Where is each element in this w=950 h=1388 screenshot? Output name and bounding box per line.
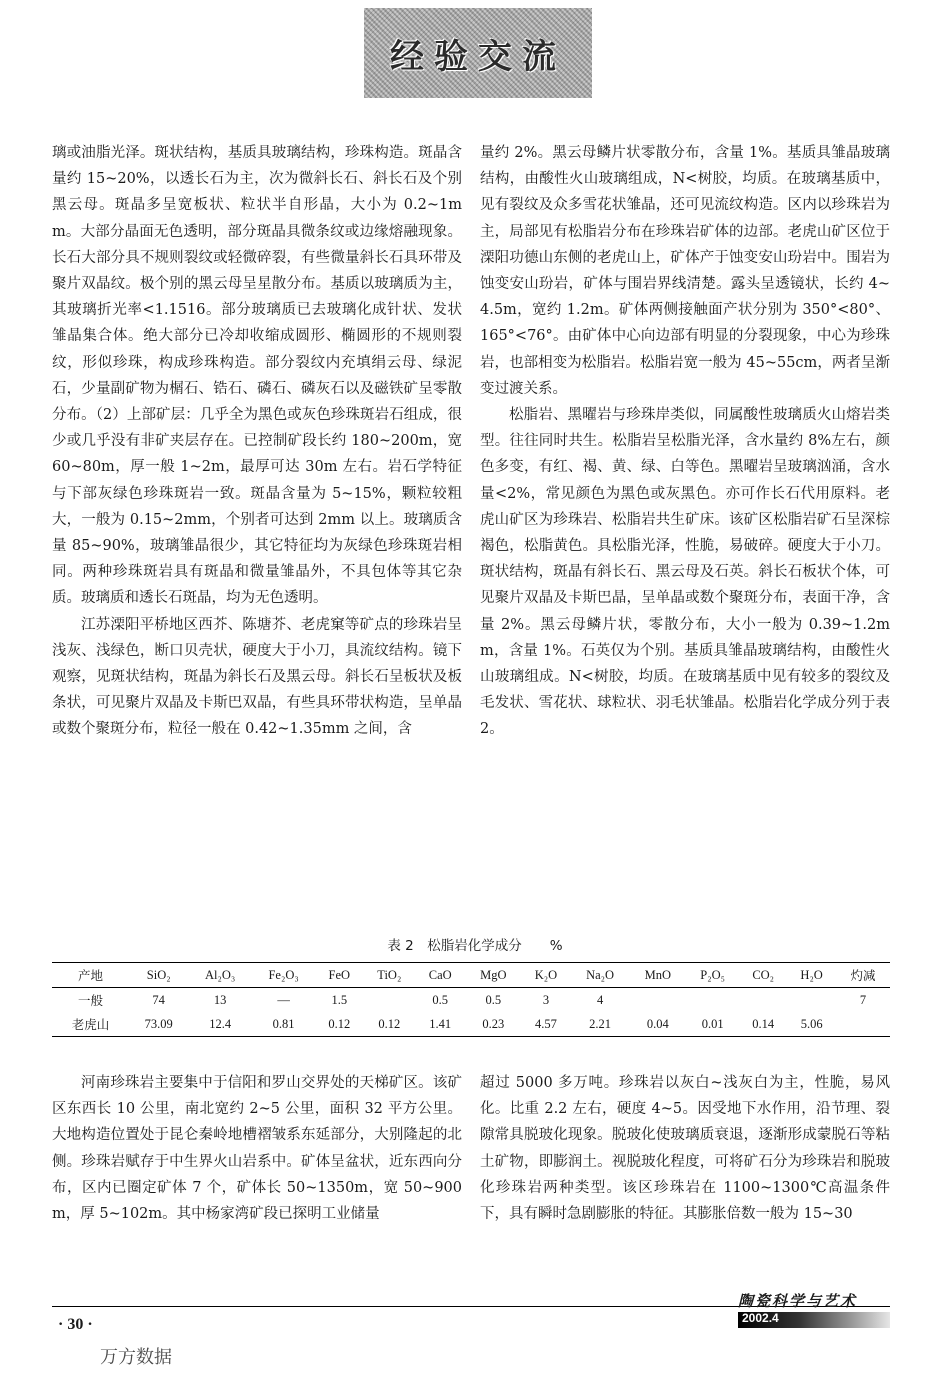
table-header-cell: 灼减	[850, 969, 876, 983]
issue-number: 2002.4	[742, 1311, 779, 1325]
paragraph: 江苏溧阳平桥地区西芥、陈塘芥、老虎窠等矿点的珍珠岩呈浅灰、浅绿色，断口贝壳状，硬度大于小刀，具流纹结构。镜下观察，见斑状结构，斑晶为斜长石及黑云母。斜长石呈板状及板条状，可见聚片双晶及卡斯巴双晶，有些具环带状构造，呈单晶或数个聚斑分布，粒径一般在 0.42~1.35mm 之间，含	[52, 616, 462, 738]
table-cell: 1.41	[429, 1016, 452, 1031]
text-column-left	[52, 140, 462, 743]
paragraph: 量约 2%。黑云母鳞片状零散分布，含量 1%。基质具雏晶玻璃结构，由酸性火山玻璃组成，N<树胶，均质。在玻璃基质中，见有裂纹及众多雪花状雏晶，还可见流纹构造。区内以珍珠岩为主，局部见有松脂岩分布在珍珠岩矿体的边部。老虎山矿区位于溧阳功德山东侧的老虎山上，矿体产于蚀变安山玢岩中。围岩为蚀变安山玢岩，矿体与围岩界线清楚。露头呈透镜状，长约 4~4.5m，宽约 1.2m。矿体两侧接触面产状分别为 350°<80°、165°<76°。由矿体中心向边部有明显的分裂现象，中心为珍珠岩，也部相变为松脂岩。松脂岩宽一般为 45~55cm，两者呈渐变过渡关系。	[480, 145, 890, 397]
table-cell	[787, 988, 836, 1013]
table-caption	[0, 934, 950, 954]
table-cell: 4	[596, 992, 604, 1007]
watermark: 万方数据	[100, 1347, 172, 1368]
table-header-cell: SiO₂	[146, 967, 171, 982]
table-cell: 0.23	[482, 1016, 505, 1031]
table-cell: 4.57	[535, 1016, 557, 1031]
table-header-row	[52, 963, 890, 988]
page-number: · 30 ·	[58, 1316, 93, 1333]
table-body	[52, 988, 890, 1037]
table-cell: —	[277, 992, 290, 1007]
section-title: 经验交流	[390, 36, 566, 77]
table-unit: %	[549, 938, 563, 954]
paragraph: 松脂岩、黑曜岩与珍珠岸类似，同属酸性玻璃质火山熔岩类型。往往同时共生。松脂岩呈松脂光泽，含水量约 8%左右，颜色多变，有红、褐、黄、绿、白等色。黑曜岩呈玻璃汹涌，含水量<2%，常见颜色为黑色或灰黑色。亦可作长石代用原料。老虎山矿区为珍珠岩、松脂岩共生矿床。该矿区松脂岩矿石呈深棕褐色，松脂黄色。具松脂光泽，性脆，易破碎。硬度大于小刀。斑状结构，斑晶有斜长石、黑云母及石英。斜长石板状个体，可见聚片双晶及卡斯巴晶，呈单晶或数个聚斑分布，表面干净，含量 2%。黑云母鳞片状，零散分布，大小一般为 0.39~1.2mm，含量 1%。石英仅为个别。基质具雏晶玻璃结构，由酸性火山玻璃组成。N<树胶，均质。在玻璃基质中见有较多的裂纹及毛发状、雪花状、球粒状、羽毛状雏晶。松脂岩化学成分列于表 2。	[480, 407, 890, 738]
table-cell: 7	[859, 992, 867, 1007]
paragraph: 河南珍珠岩主要集中于信阳和罗山交界处的天梯矿区。该矿区东西长 10 公里，南北宽约 2~5 公里，面积 32 平方公里。大地构造位置处于昆仑秦岭地槽褶皱系东延部分，大别隆起的北侧。珍珠岩赋存于中生界火山岩系中。矿体呈盆状，近东西向分布，区内已圈定矿体 7 个，矿体长 50~1350m，宽 50~900m，厚 5~102m。其中杨家湾矿段已探明工业储量	[52, 1075, 462, 1223]
table-cell: 0.01	[701, 1016, 724, 1031]
table-row	[52, 1012, 890, 1037]
table-cell: 0.5	[432, 992, 449, 1007]
table-header-cell: K₂O	[534, 967, 558, 982]
table-header-cell: TiO₂	[377, 967, 402, 982]
table-row	[52, 988, 890, 1013]
chemical-composition-table	[52, 962, 890, 1037]
table-cell: 3	[542, 992, 550, 1007]
table-caption-text: 表 2 松脂岩化学成分	[387, 938, 522, 954]
journal-name: 陶瓷科学与艺术	[738, 1292, 858, 1310]
text-column-bottom-left	[52, 1070, 462, 1227]
table-header-cell: Fe₂O₃	[268, 967, 299, 982]
table-header-cell: 产地	[77, 969, 103, 983]
table-header-cell: Na₂O	[586, 967, 615, 982]
text-column-right	[480, 140, 890, 743]
table-header-cell: FeO	[328, 967, 351, 982]
table-cell	[630, 988, 686, 1013]
table-header-cell: CO₂	[752, 967, 775, 982]
table-header-cell: P₂O₅	[700, 967, 725, 982]
table-cell: 74	[152, 992, 165, 1007]
table-cell	[739, 988, 787, 1013]
table-cell: 0.14	[752, 1016, 775, 1031]
table-cell: 0.5	[485, 992, 502, 1007]
table-cell: 13	[213, 992, 227, 1007]
table-header-cell: MnO	[644, 967, 672, 982]
table-cell: 0.81	[272, 1016, 295, 1031]
table-cell: 1.5	[331, 992, 348, 1007]
table-cell: 0.12	[378, 1016, 401, 1031]
table-header-cell: H₂O	[800, 967, 823, 982]
section-title-banner	[364, 8, 592, 98]
table-cell	[686, 988, 739, 1013]
table-cell: 0.04	[646, 1016, 669, 1031]
table-cell: 73.09	[144, 1016, 173, 1031]
issue-bar	[738, 1312, 890, 1328]
text-column-bottom-right	[480, 1070, 890, 1227]
table-header-cell: MgO	[480, 967, 507, 982]
table-cell: 一般	[77, 994, 103, 1008]
paragraph: 超过 5000 多万吨。珍珠岩以灰白~浅灰白为主，性脆，易风化。比重 2.2 左右，硬度 4~5。因受地下水作用，沿节理、裂隙常具脱玻化现象。脱玻化使玻璃质衰退，逐渐形成蒙脱石等粘土矿物，即膨润土。视脱玻化程度，可将矿石分为珍珠岩和脱玻化珍珠岩两种类型。该区珍珠岩在 1100~1300℃高温条件下，具有瞬时急剧膨胀的特征。其膨胀倍数一般为 15~30	[480, 1075, 890, 1223]
table-cell: 0.12	[328, 1016, 351, 1031]
table-cell	[363, 988, 415, 1013]
paragraph: 璃或油脂光泽。斑状结构，基质具玻璃结构，珍珠构造。斑晶含量约 15~20%，以透长石为主，次为微斜长石、斜长石及个别黑云母。斑晶多呈宽板状、粒状半自形晶，大小为 0.2~1mm。大部分晶面无色透明，部分斑晶具微条纹或边缘熔融现象。长石大部分具不规则裂纹或轻微碎裂，有些微量斜长石具环带及聚片双晶纹。极个别的黑云母呈星散分布。基质以玻璃质为主，其玻璃折光率<1.1516。部分玻璃质已去玻璃化成针状、发状雏晶集合体。绝大部分已冷却收缩成圆形、椭圆形的不规则裂纹，形似珍珠，构成珍珠构造。部分裂纹内充填绢云母、绿泥石，少量副矿物为榍石、锆石、磷石、磷灰石以及磁铁矿呈零散分布。（2）上部矿层：几乎全为黑色或灰色珍珠斑岩石组成，很少或几乎没有非矿夹层存在。已控制矿段长约 180~200m，宽 60~80m，厚一般 1~2m，最厚可达 30m 左右。岩石学特征与下部灰绿色珍珠斑岩一致。斑晶含量为 5~15%，颗粒较粗大，一般为 0.15~2mm，个别者可达到 2mm 以上。玻璃质含量 85~90%，玻璃雏晶很少，其它特征均为灰绿色珍珠斑岩相同。两种珍珠斑岩具有斑晶和微量雏晶外，不具包体等其它杂质。玻璃质和透长石斑晶，均为无色透明。	[52, 145, 462, 607]
table-cell: 12.4	[209, 1016, 232, 1031]
table-cell: 5.06	[800, 1016, 823, 1031]
table-cell: 2.21	[589, 1016, 611, 1031]
table-cell: 老虎山	[71, 1018, 110, 1032]
table-header-cell: CaO	[428, 967, 452, 982]
table-cell	[836, 1012, 890, 1037]
table-header-cell: Al₂O₃	[205, 967, 236, 982]
